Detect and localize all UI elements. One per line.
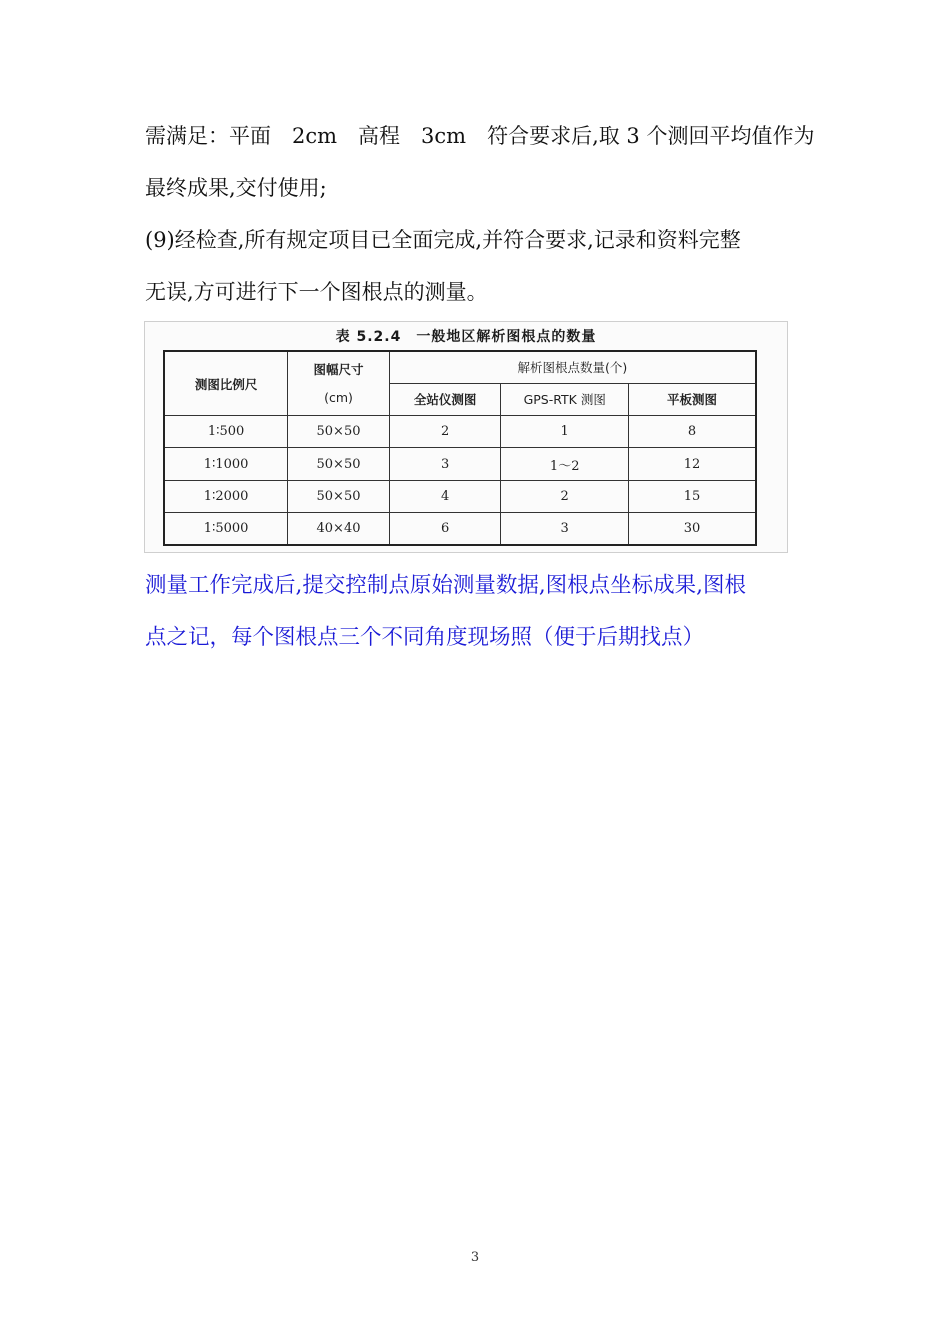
cell-scale: 1∶500 [164,416,288,448]
paragraph-measurement-requirement [145,110,825,214]
cell-plane-table: 8 [628,416,756,448]
table-row [164,416,756,448]
cell-plane-table: 30 [628,513,756,545]
paragraph-line: 需满足：平面 2cm 高程 3cm 符合要求后,取 3 个测回平均值作为 [145,124,815,148]
cell-gps-rtk: 1～2 [501,448,629,480]
cell-size: 40×40 [288,513,390,545]
subheader-gps-rtk: GPS-RTK 测图 [501,383,629,415]
header-point-count: 解析图根点数量(个) [389,351,756,383]
table-row [164,448,756,480]
header-scale: 测图比例尺 [164,351,288,416]
paragraph-line: (9)经检查,所有规定项目已全面完成,并符合要求,记录和资料完整 [145,228,741,252]
cell-plane-table: 15 [628,480,756,512]
cell-total-station: 2 [389,416,501,448]
cell-total-station: 3 [389,448,501,480]
paragraph-inspection [145,214,825,318]
cell-total-station: 6 [389,513,501,545]
paragraph-line: 最终成果,交付使用; [145,176,327,200]
paragraph-line: 无误,方可进行下一个图根点的测量。 [145,280,488,304]
cell-gps-rtk: 3 [501,513,629,545]
cell-scale: 1∶2000 [164,480,288,512]
page-number: 3 [470,1250,480,1265]
cell-size: 50×50 [288,416,390,448]
cell-gps-rtk: 2 [501,480,629,512]
header-sheet-size-unit: (cm) [324,389,353,405]
table-header-row [164,351,756,383]
cell-gps-rtk: 1 [501,416,629,448]
header-sheet-size [288,351,390,416]
subheader-plane-table: 平板测图 [628,383,756,415]
header-sheet-size-label: 图幅尺寸 [313,361,364,377]
table-row [164,480,756,512]
cell-size: 50×50 [288,480,390,512]
cell-size: 50×50 [288,448,390,480]
table-row [164,513,756,545]
table-figure [144,321,788,553]
paragraph-line: 测量工作完成后,提交控制点原始测量数据,图根点坐标成果,图根 [145,573,747,598]
subheader-total-station: 全站仪测图 [389,383,501,415]
table-title: 表 5.2.4 一般地区解析图根点的数量 [335,329,597,345]
paragraph-line: 点之记，每个图根点三个不同角度现场照（便于后期找点） [145,625,705,650]
control-point-count-table [163,350,757,546]
cell-scale: 1∶1000 [164,448,288,480]
cell-total-station: 4 [389,480,501,512]
cell-plane-table: 12 [628,448,756,480]
cell-scale: 1∶5000 [164,513,288,545]
paragraph-deliverables [145,560,825,664]
